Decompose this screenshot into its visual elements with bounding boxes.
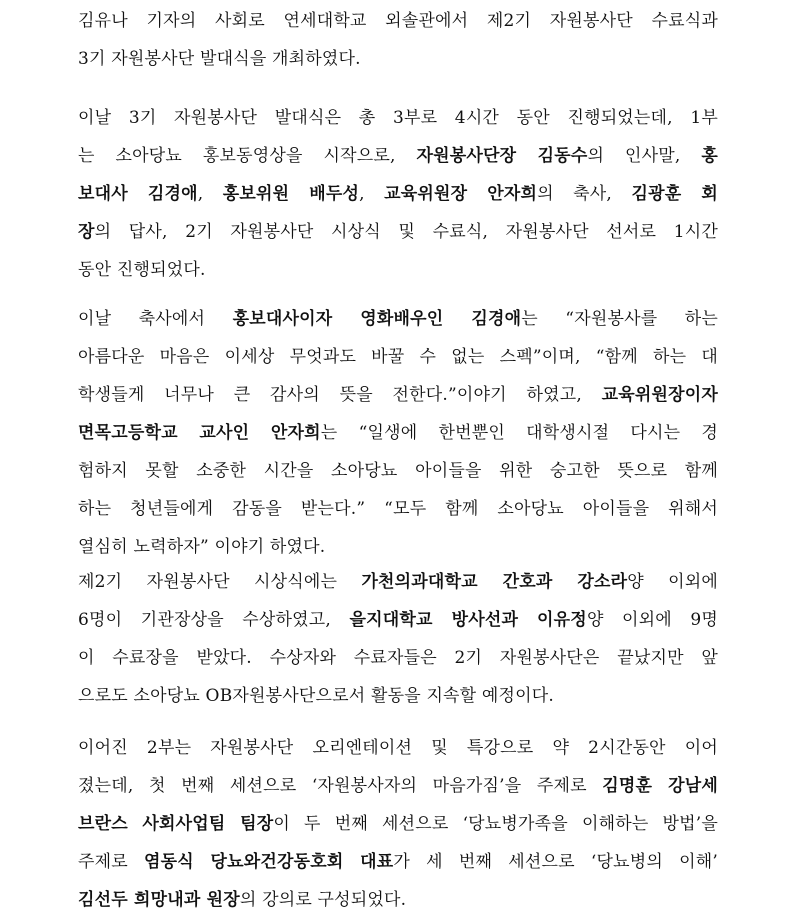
text-line [78, 175, 718, 213]
text-run: 의 답사, 2기 자원봉사단 시상식 및 수료식, 자원봉사단 선서로 1시간 [94, 222, 718, 242]
paragraph-4 [78, 563, 718, 715]
text-line [78, 2, 718, 40]
text-run: 의 강의로 구성되었다. [239, 890, 407, 910]
text-run: 으로도 소아당뇨 OB자원봉사단으로서 활동을 지속할 예정이다. [78, 686, 555, 706]
text-run: 는 소아당뇨 홍보동영상을 시작으로, [78, 146, 417, 166]
text-line [78, 300, 718, 338]
text-line [78, 490, 718, 528]
text-run: 하는 청년들에게 감동을 받는다.” “모두 함께 소아당뇨 아이들을 위해서 [78, 499, 718, 519]
text-run: 제2기 자원봉사단 시상식에는 [78, 572, 362, 592]
text-line [78, 452, 718, 490]
text-line [78, 729, 718, 767]
text-line [78, 528, 718, 566]
text-run: , [197, 184, 223, 204]
text-line [78, 677, 718, 715]
text-line [78, 805, 718, 843]
bold-text-run: 브란스 사회사업팀 팀장 [78, 814, 274, 834]
bold-text-run: 김선두 희망내과 원장 [78, 890, 240, 910]
text-line [78, 639, 718, 677]
text-run: 양 이외에 [627, 572, 718, 592]
text-line [78, 601, 718, 639]
text-line [78, 843, 718, 881]
text-run: 김유나 기자의 사회로 연세대학교 외솔관에서 제2기 자원봉사단 수료식과 [78, 11, 718, 31]
text-line [78, 40, 718, 78]
bold-text-run: 김광훈 회 [631, 184, 718, 204]
paragraph-3 [78, 300, 718, 566]
text-run: 3기 자원봉사단 발대식을 개최하였다. [78, 49, 361, 69]
text-run: 이날 축사에서 [78, 309, 233, 329]
text-run: 6명이 기관장상을 수상하였고, [78, 610, 350, 630]
text-line [78, 99, 718, 137]
bold-text-run: 염동식 당뇨와건강동호회 대표 [144, 852, 394, 872]
text-line [78, 376, 718, 414]
text-run: 이날 3기 자원봉사단 발대식은 총 3부로 4시간 동안 진행되었는데, 1부 [78, 108, 718, 128]
text-run: 험하지 못할 소중한 시간을 소아당뇨 아이들을 위한 숭고한 뜻으로 함께 [78, 461, 718, 481]
text-run: 가 세 번째 세션으로 ‘당뇨병의 이해’ [393, 852, 718, 872]
text-run: 이 수료장을 받았다. 수상자와 수료자들은 2기 자원봉사단은 끝났지만 앞 [78, 648, 718, 668]
text-run: 양 이외에 9명 [586, 610, 718, 630]
text-run: 주제로 [78, 852, 145, 872]
text-run: 의 인사말, [587, 146, 702, 166]
text-line [78, 881, 718, 919]
text-run: 의 축사, [537, 184, 632, 204]
text-line [78, 338, 718, 376]
text-run: 졌는데, 첫 번째 세션으로 ‘자원봉사자의 마음가짐’을 주제로 [78, 776, 603, 796]
bold-text-run: 교육위원장 안자희 [384, 184, 538, 204]
paragraph-2 [78, 99, 718, 289]
text-run: 아름다운 마음은 이세상 무엇과도 바꿀 수 없는 스펙”이며, “함께 하는 대 [78, 347, 718, 367]
text-line [78, 563, 718, 601]
paragraph-5 [78, 729, 718, 919]
paragraph-1 [78, 2, 718, 78]
bold-text-run: 김명훈 강남세 [602, 776, 718, 796]
text-run: , [359, 184, 385, 204]
bold-text-run: 장 [78, 222, 95, 242]
bold-text-run: 면목고등학교 교사인 안자희 [78, 423, 321, 443]
bold-text-run: 교육위원장이자 [601, 385, 718, 405]
bold-text-run: 보대사 김경애 [78, 184, 198, 204]
text-run: 열심히 노력하자” 이야기 하였다. [78, 537, 326, 557]
text-line [78, 251, 718, 289]
text-run: 동안 진행되었다. [78, 260, 206, 280]
bold-text-run: 을지대학교 방사선과 이유정 [349, 610, 587, 630]
text-line [78, 414, 718, 452]
bold-text-run: 홍보위원 배두성 [222, 184, 360, 204]
text-run: 학생들게 너무나 큰 감사의 뜻을 전한다.”이야기 하였고, [78, 385, 602, 405]
bold-text-run: 자원봉사단장 김동수 [416, 146, 588, 166]
text-run: 는 “일생에 한번뿐인 대학생시절 다시는 경 [320, 423, 719, 443]
bold-text-run: 홍보대사이자 영화배우인 김경애 [232, 309, 522, 329]
text-line [78, 137, 718, 175]
bold-text-run: 홍 [701, 146, 718, 166]
text-run: 는 “자원봉사를 하는 [521, 309, 718, 329]
text-run: 이어진 2부는 자원봉사단 오리엔테이션 및 특강으로 약 2시간동안 이어 [78, 738, 718, 758]
text-line [78, 767, 718, 805]
bold-text-run: 가천의과대학교 간호과 강소라 [361, 572, 628, 592]
text-run: 이 두 번째 세션으로 ‘당뇨병가족을 이해하는 방법’을 [273, 814, 718, 834]
text-line [78, 213, 718, 251]
